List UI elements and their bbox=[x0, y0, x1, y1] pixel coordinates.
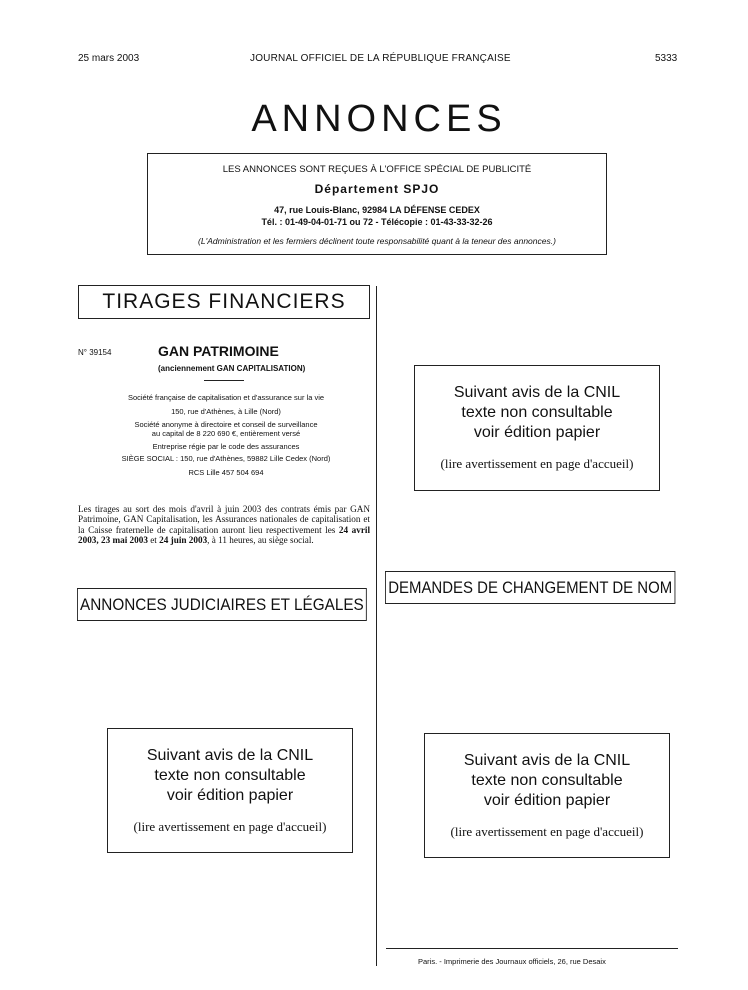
cnil-warning: (lire avertissement en page d'accueil) bbox=[440, 456, 634, 471]
office-address: 47, rue Louis-Blanc, 92984 LA DÉFENSE CEDEX bbox=[274, 205, 480, 215]
page-number: 5333 bbox=[655, 53, 678, 64]
body-date3: 24 juin 2003 bbox=[159, 535, 208, 546]
office-info-line: LES ANNONCES SONT REÇUES À L'OFFICE SPÉCIAL DE PUBLICITÉ bbox=[222, 164, 532, 175]
department-name: Département SPJO bbox=[314, 182, 440, 196]
cnil-line: texte non consultable bbox=[154, 767, 306, 784]
cnil-line: Suivant avis de la CNIL bbox=[463, 752, 631, 769]
company-detail-line: Entreprise régie par le code des assurances bbox=[152, 442, 300, 452]
cnil-warning: (lire avertissement en page d'accueil) bbox=[133, 819, 327, 834]
company-name: GAN PATRIMOINE bbox=[158, 343, 279, 359]
cnil-line: voir édition papier bbox=[483, 792, 611, 809]
body-and: et bbox=[150, 535, 157, 546]
office-info-box bbox=[147, 153, 607, 255]
company-former-name: (anciennement GAN CAPITALISATION) bbox=[158, 364, 306, 373]
cnil-notice-box bbox=[414, 365, 660, 491]
header-date: 25 mars 2003 bbox=[78, 53, 140, 64]
cnil-warning: (lire avertissement en page d'accueil) bbox=[450, 824, 644, 839]
journal-title: JOURNAL OFFICIEL DE LA RÉPUBLIQUE FRANÇAISE bbox=[250, 53, 511, 64]
cnil-line: voir édition papier bbox=[473, 424, 601, 441]
cnil-notice-box bbox=[107, 728, 353, 853]
column-divider bbox=[376, 286, 377, 966]
section-annonces-judiciaires: ANNONCES JUDICIAIRES ET LÉGALES bbox=[77, 588, 367, 621]
footer-rule bbox=[386, 948, 678, 949]
company-detail-line: Société anonyme à directoire et conseil de surveillance bbox=[134, 420, 318, 430]
body-dates: 24 avril 2003, 23 mai 2003 bbox=[78, 524, 371, 546]
cnil-line: texte non consultable bbox=[461, 404, 613, 421]
annonce-number: N° 39154 bbox=[78, 348, 112, 357]
disclaimer: (L'Administration et les fermiers déclinent toute responsabilité quant à la teneur des annonces.) bbox=[198, 236, 556, 246]
cnil-line: Suivant avis de la CNIL bbox=[453, 384, 621, 401]
company-detail-line: Société française de capitalisation et d'assurance sur la vie bbox=[127, 393, 325, 402]
cnil-line: Suivant avis de la CNIL bbox=[146, 747, 314, 764]
section-changement-de-nom: DEMANDES DE CHANGEMENT DE NOM bbox=[385, 571, 675, 604]
separator-rule bbox=[204, 380, 244, 381]
section-tirages-financiers: TIRAGES FINANCIERS bbox=[78, 285, 370, 319]
office-phone: Tél. : 01-49-04-01-71 ou 72 - Télécopie : 01-43-33-32-26 bbox=[261, 217, 493, 227]
page-title: ANNONCES bbox=[251, 98, 507, 140]
company-detail-line: 150, rue d'Athènes, à Lille (Nord) bbox=[171, 407, 281, 417]
company-detail-line: RCS Lille 457 504 694 bbox=[188, 467, 264, 477]
company-detail-line: SIÈGE SOCIAL : 150, rue d'Athènes, 59882 Lille Cedex (Nord) bbox=[121, 453, 331, 463]
printer-footer: Paris. - Imprimerie des Journaux officiels, 26, rue Desaix bbox=[418, 957, 606, 966]
cnil-line: texte non consultable bbox=[471, 772, 623, 789]
annonce-body bbox=[78, 504, 370, 546]
company-detail-line: au capital de 8 220 690 €, entièrement versé bbox=[151, 429, 301, 439]
cnil-notice-box bbox=[424, 733, 670, 858]
cnil-line: voir édition papier bbox=[166, 787, 294, 804]
company-details bbox=[80, 392, 372, 478]
body-end: , à 11 heures, au siège social. bbox=[207, 535, 314, 546]
body-text: Les tirages au sort des mois d'avril à juin 2003 des contrats émis par GAN Patrimoine, GAN Capitalisation, les Assurances nationales de capitalisation et la Caisse fraternelle de capitalisation auront lieu respectivement les bbox=[78, 504, 370, 535]
